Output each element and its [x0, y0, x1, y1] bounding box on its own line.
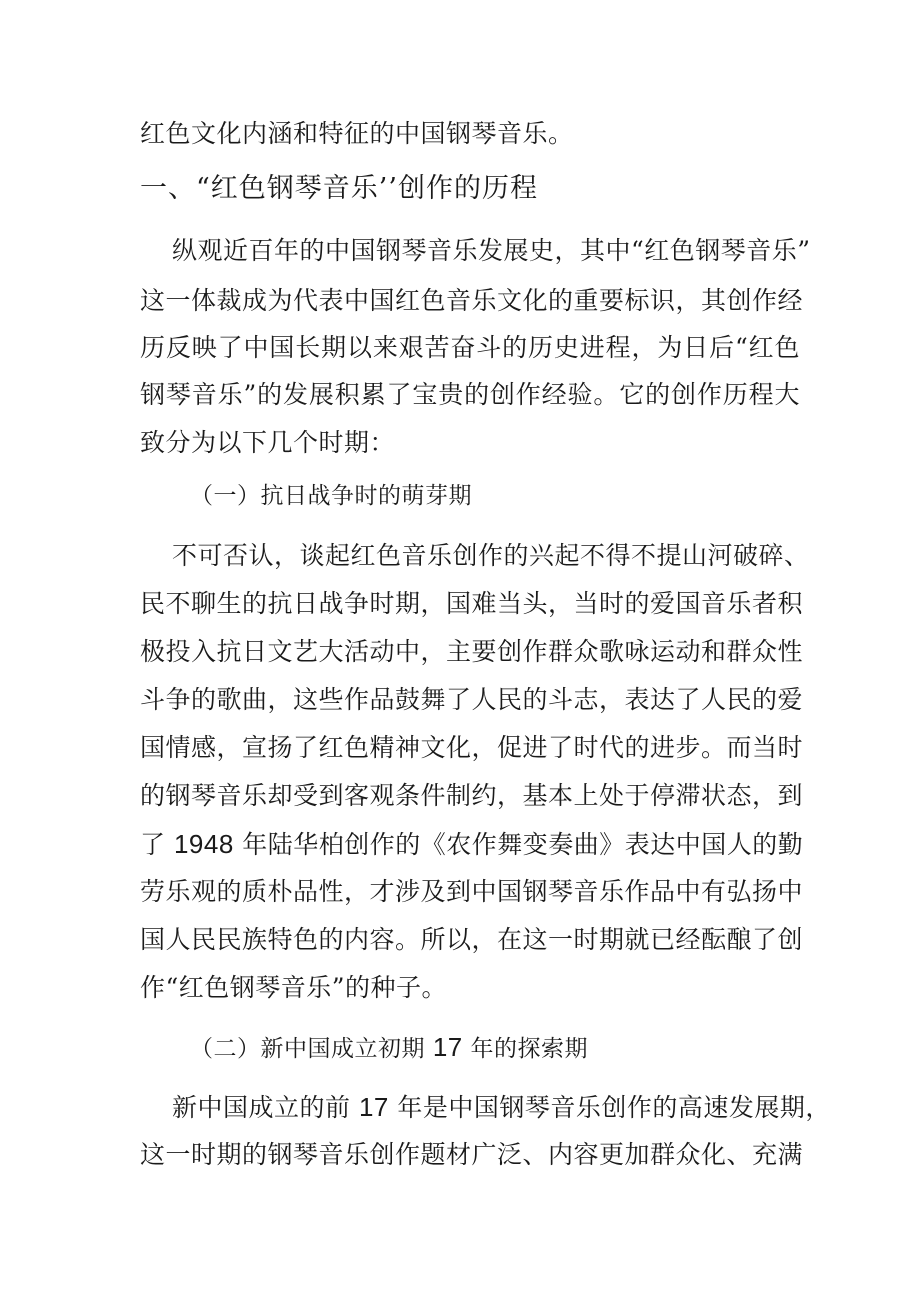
subsection-heading-2: [190, 1030, 790, 1066]
para-3-number: 17: [358, 1092, 389, 1122]
paragraph-2-line-6: 的钢琴音乐却受到客观条件制约，基本上处于停滞状态，到: [140, 781, 804, 810]
paragraph-1-line-3: 历反映了中国长期以来艰苦奋斗的历史进程，为日后“红色: [140, 333, 800, 362]
paragraph-1-line-4: 钢琴音乐”的发展积累了宝贵的创作经验。它的创作历程大: [140, 380, 800, 409]
paragraph-2-line-7: [140, 827, 804, 862]
line-7-after-text: 年陆华柏创作的《农作舞变奏曲》表达中国人的勤: [242, 830, 804, 859]
subsection-heading-1: （一）抗日战争时的萌芽期: [190, 483, 472, 509]
paragraph-2-line-4: 斗争的歌曲，这些作品鼓舞了人民的斗志，表达了人民的爱: [140, 685, 804, 714]
paragraph-2-line-9: 国人民民族特色的内容。所以，在这一时期就已经酝酿了创: [140, 925, 804, 954]
paragraph-1-line-5: 致分为以下几个时期：: [140, 428, 396, 457]
para-3-after-text: 年是中国钢琴音乐创作的高速发展期，: [397, 1093, 831, 1122]
paragraph-2-line-10: 作“红色钢琴音乐”的种子。: [140, 973, 448, 1002]
paragraph-3-line-1: [172, 1090, 831, 1125]
heading-2-before-text: （二）新中国成立初期: [190, 1036, 425, 1062]
para-3-before-text: 新中国成立的前: [172, 1093, 351, 1122]
intro-line: 红色文化内涵和特征的中国钢琴音乐。: [140, 119, 574, 148]
paragraph-1-line-1: 纵观近百年的中国钢琴音乐发展史，其中“红色钢琴音乐”: [172, 236, 811, 265]
paragraph-1-line-2: 这一体裁成为代表中国红色音乐文化的重要标识，其创作经: [140, 286, 804, 315]
year-number: 1948: [173, 829, 234, 859]
paragraph-3-line-2: 这一时期的钢琴音乐创作题材广泛、内容更加群众化、充满: [140, 1140, 804, 1169]
line-7-before-text: 了: [140, 830, 166, 859]
heading-2-after-text: 年的探索期: [470, 1036, 589, 1062]
paragraph-2-line-8: 劳乐观的质朴品性，才涉及到中国钢琴音乐作品中有弘扬中: [140, 877, 804, 906]
paragraph-2-line-5: 国情感，宣扬了红色精神文化，促进了时代的进步。而当时: [140, 733, 804, 762]
heading-2-number: 17: [432, 1032, 463, 1062]
section-heading-1: 一、“红色钢琴音乐’’创作的历程: [140, 173, 538, 204]
paragraph-2-line-1: 不可否认，谈起红色音乐创作的兴起不得不提山河破碎、: [172, 541, 810, 570]
paragraph-2-line-3: 极投入抗日文艺大活动中，主要创作群众歌咏运动和群众性: [140, 637, 804, 666]
paragraph-2-line-2: 民不聊生的抗日战争时期，国难当头，当时的爱国音乐者积: [140, 589, 804, 618]
